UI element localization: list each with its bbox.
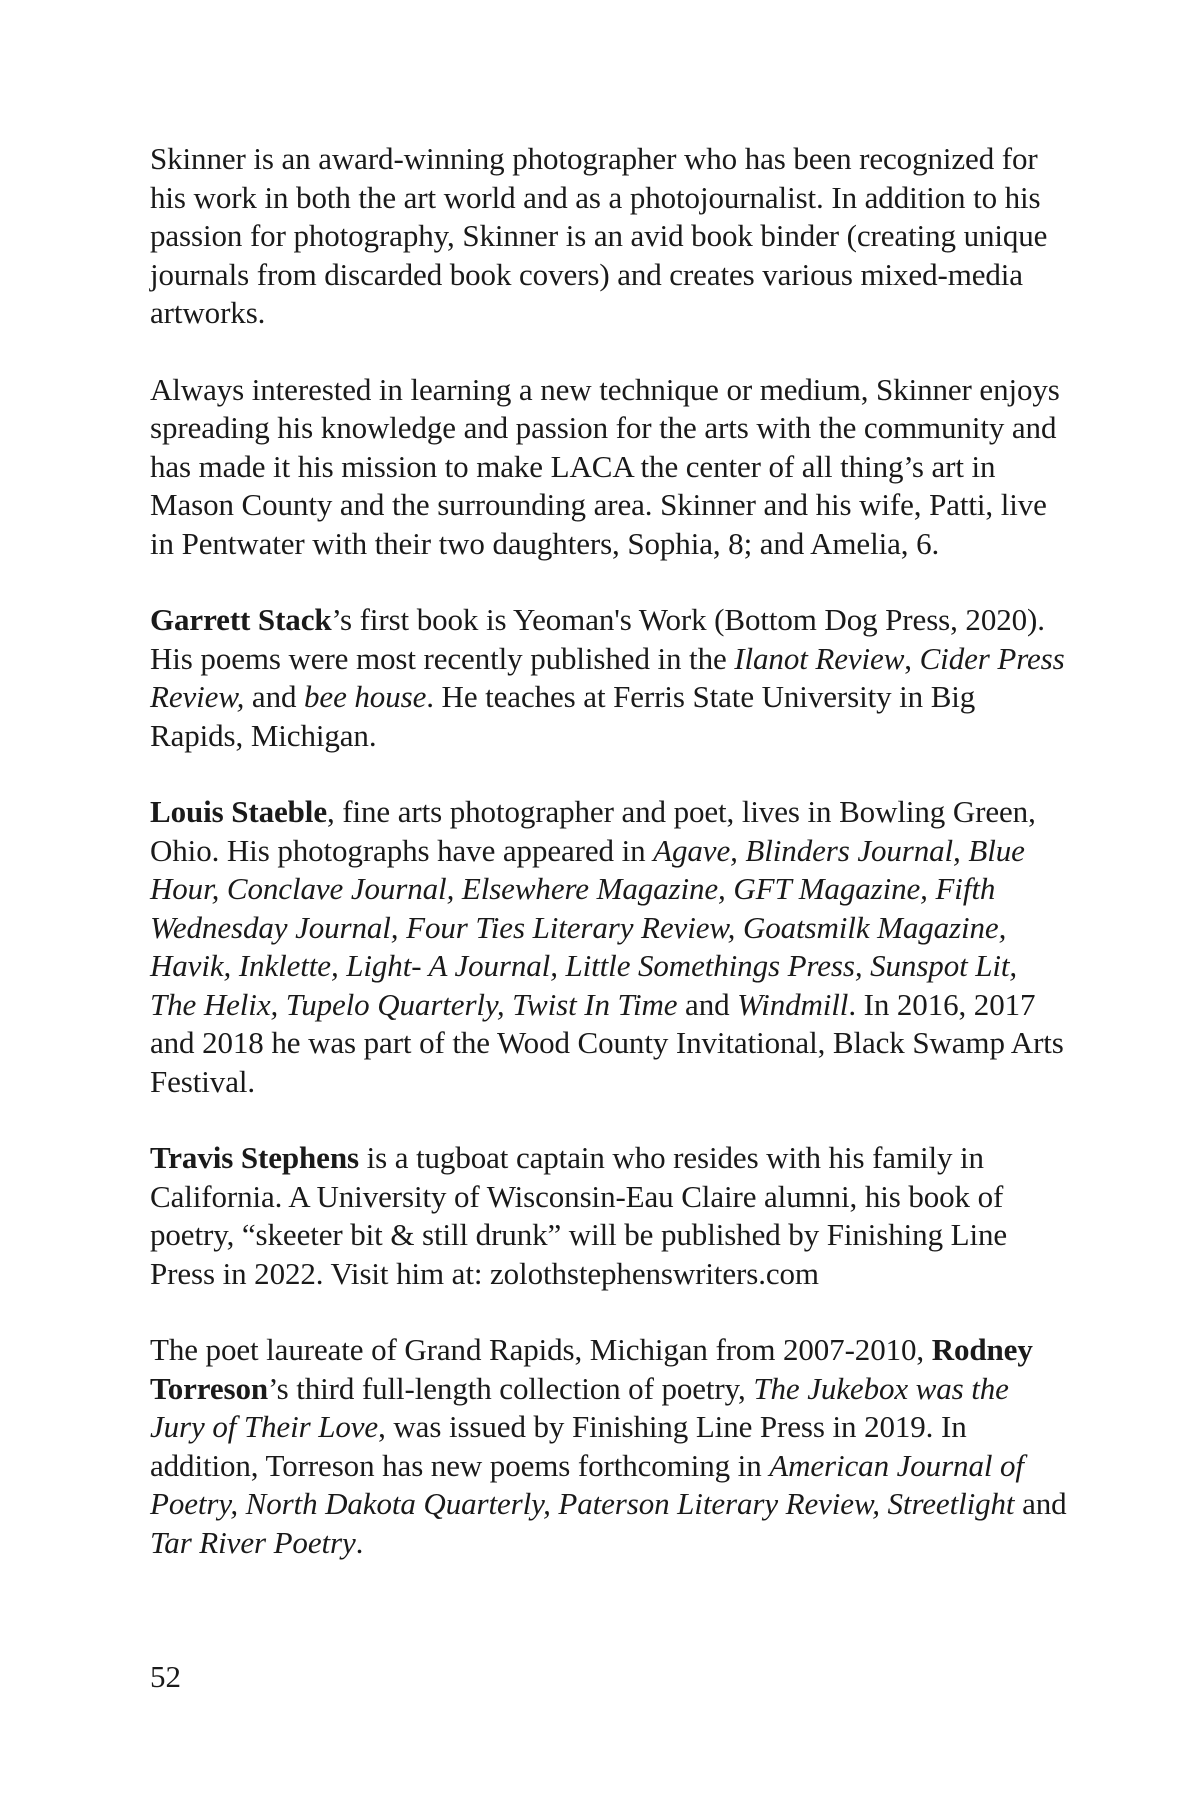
paragraph-text: Always interested in learning a new technique or medium, Skinner enjoys spreading his knowledge and passion for the arts with the community and has made it his mission to make LACA the center of all thing’s art in Mason County and the surrounding area. Skinner and his wife, Patti, live in Pentwater with their two daughters, Sophia, 8; and Amelia, 6. bbox=[150, 371, 1060, 561]
bio-text: is a tugboat captain who resides with his family in California. A University of Wisconsin-Eau Claire alumni, his book of poetry, “skeeter bit & still drunk” will be published by Finishing Line Press in 2022. Visit him at: zolothstephenswriters.com bbox=[150, 1140, 1008, 1291]
bio-text: The poet laureate of Grand Rapids, Michigan from 2007-2010, bbox=[150, 1332, 932, 1367]
publication-title: Windmill bbox=[737, 986, 849, 1022]
bio-text: , was issued by Finishing Line Press in 2019. In addition, Torreson has new poems forthcoming in bbox=[150, 1409, 967, 1483]
paragraph-skinner-photography bbox=[150, 140, 1070, 333]
publication-title: Tar River Poetry bbox=[150, 1524, 356, 1560]
bio-text: and bbox=[244, 679, 305, 714]
bio-text: . bbox=[355, 1524, 364, 1560]
bio-travis-stephens bbox=[150, 1139, 1070, 1293]
publication-title: Ilanot Review bbox=[734, 640, 905, 676]
bio-text: , bbox=[904, 640, 920, 676]
bio-garrett-stack bbox=[150, 601, 1070, 755]
publication-title: Cider Press Review, bbox=[150, 640, 1065, 714]
publication-list: Agave, Blinders Journal, Blue Hour, Conclave Journal, Elsewhere Magazine, GFT Magazine, Fifth Wednesday Journal, Four Ties Literary Review, Goatsmilk Magazine, Havik, Inklette, Light- A Journal, Little Somethings Press, Sunspot Lit, The Helix, Tupelo Quarterly, Twist In Time bbox=[150, 832, 1025, 1022]
bio-text: , fine arts photographer and poet, lives in Bowling Green, Ohio. His photographs have appeared in bbox=[150, 794, 1036, 868]
bio-text: and bbox=[677, 986, 738, 1022]
paragraph-skinner-community bbox=[150, 371, 1070, 564]
page-number: 52 bbox=[150, 1659, 181, 1694]
paragraph-text: Skinner is an award-winning photographer who has been recognized for his work in both the art world and as a photojournalist. In addition to his passion for photography, Skinner is an avid book binder (creating unique journals from discarded book covers) and creates various mixed-media artworks. bbox=[150, 141, 1048, 330]
publication-list: American Journal of Poetry, North Dakota Quarterly, Paterson Literary Review, Streetlight bbox=[150, 1447, 1024, 1521]
bio-text: ’s third full-length collection of poetry, bbox=[268, 1370, 754, 1406]
contributor-name: Garrett Stack bbox=[150, 602, 332, 637]
bio-page bbox=[150, 140, 1070, 1600]
contributor-name: Travis Stephens bbox=[150, 1140, 359, 1175]
contributor-name: Louis Staeble bbox=[150, 794, 327, 829]
bio-text: ’s first book is Yeoman's Work (Bottom Dog Press, 2020). His poems were most recently published in the bbox=[150, 602, 1045, 676]
bio-text: . In 2016, 2017 and 2018 he was part of the Wood County Invitational, Black Swamp Arts Festival. bbox=[150, 986, 1064, 1099]
publication-title: bee house bbox=[304, 679, 427, 714]
bio-louis-staeble bbox=[150, 793, 1070, 1101]
bio-text: . He teaches at Ferris State University in Big Rapids, Michigan. bbox=[150, 679, 976, 753]
bio-text: and bbox=[1014, 1486, 1067, 1521]
publication-title: The Jukebox was the Jury of Their Love bbox=[150, 1370, 1009, 1444]
contributor-name: Rodney Torreson bbox=[150, 1332, 1033, 1406]
bio-rodney-torreson bbox=[150, 1331, 1070, 1562]
